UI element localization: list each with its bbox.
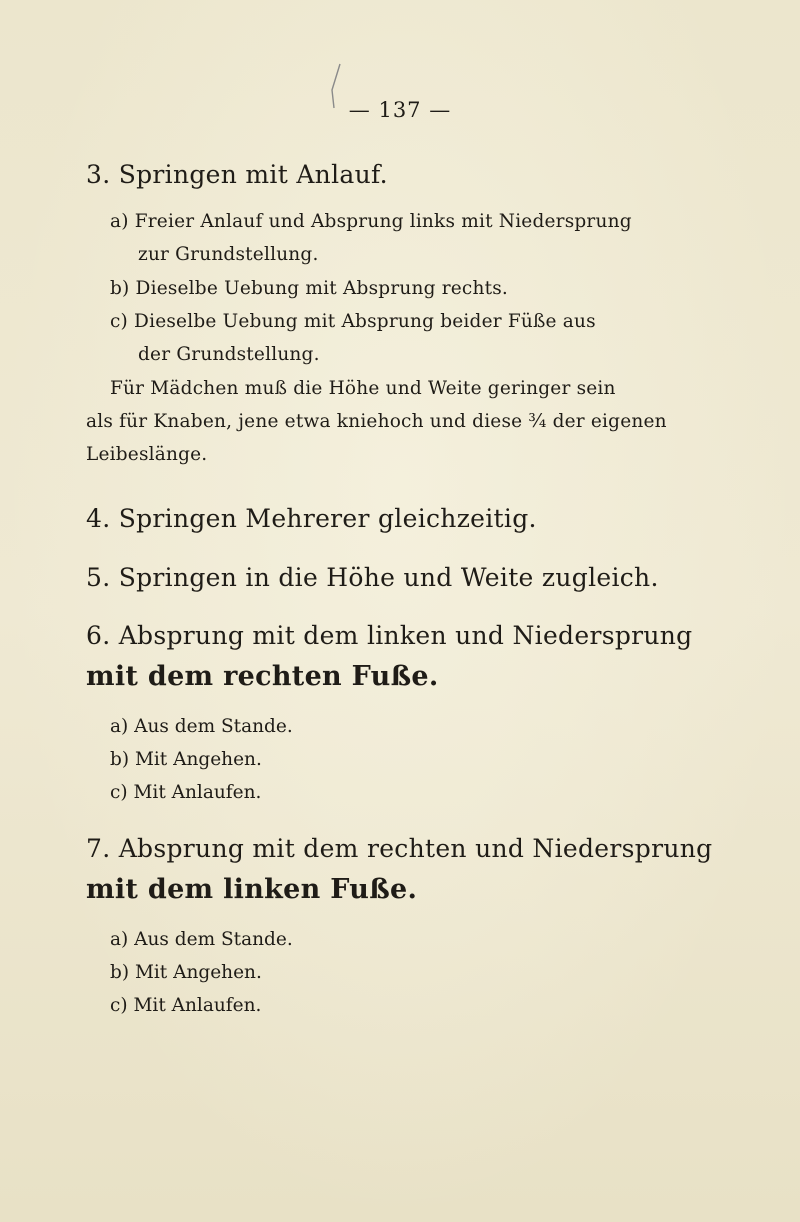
page-number: — 137 — [348,98,452,122]
section-6-item-c: c) Mit Anlaufen. [110,782,262,803]
section-3-item-c-line2: der Grundstellung. [138,344,320,365]
section-6-heading-line2: mit dem rechten Fuße. [86,661,439,692]
section-3-item-a-line2: zur Grundstellung. [138,244,319,265]
section-6-item-a: a) Aus dem Stande. [110,716,293,737]
section-3-item-c-line1: c) Dieselbe Uebung mit Absprung beider Füße aus [110,311,596,332]
section-3-item-b: b) Dieselbe Uebung mit Absprung rechts. [110,278,508,299]
section-7-item-a: a) Aus dem Stande. [110,929,293,950]
section-6-item-b: b) Mit Angehen. [110,749,262,770]
section-6-heading-line1: 6. Absprung mit dem linken und Niedersprung [86,621,693,650]
section-5-heading: 5. Springen in die Höhe und Weite zugleich. [86,563,659,592]
section-3-note-line1: Für Mädchen muß die Höhe und Weite geringer sein [110,378,616,399]
section-3-note-line3: Leibeslänge. [86,444,208,465]
section-3-heading: 3. Springen mit Anlauf. [86,160,388,189]
section-4-heading: 4. Springen Mehrerer gleichzeitig. [86,504,537,533]
section-7-item-b: b) Mit Angehen. [110,962,262,983]
section-7-heading-line1: 7. Absprung mit dem rechten und Niedersprung [86,834,713,863]
section-7-heading-line2: mit dem linken Fuße. [86,874,418,905]
section-3-note-line2: als für Knaben, jene etwa kniehoch und diese ¾ der eigenen [86,411,667,432]
section-7-item-c: c) Mit Anlaufen. [110,995,262,1016]
section-3-item-a-line1: a) Freier Anlauf und Absprung links mit Niedersprung [110,211,632,232]
